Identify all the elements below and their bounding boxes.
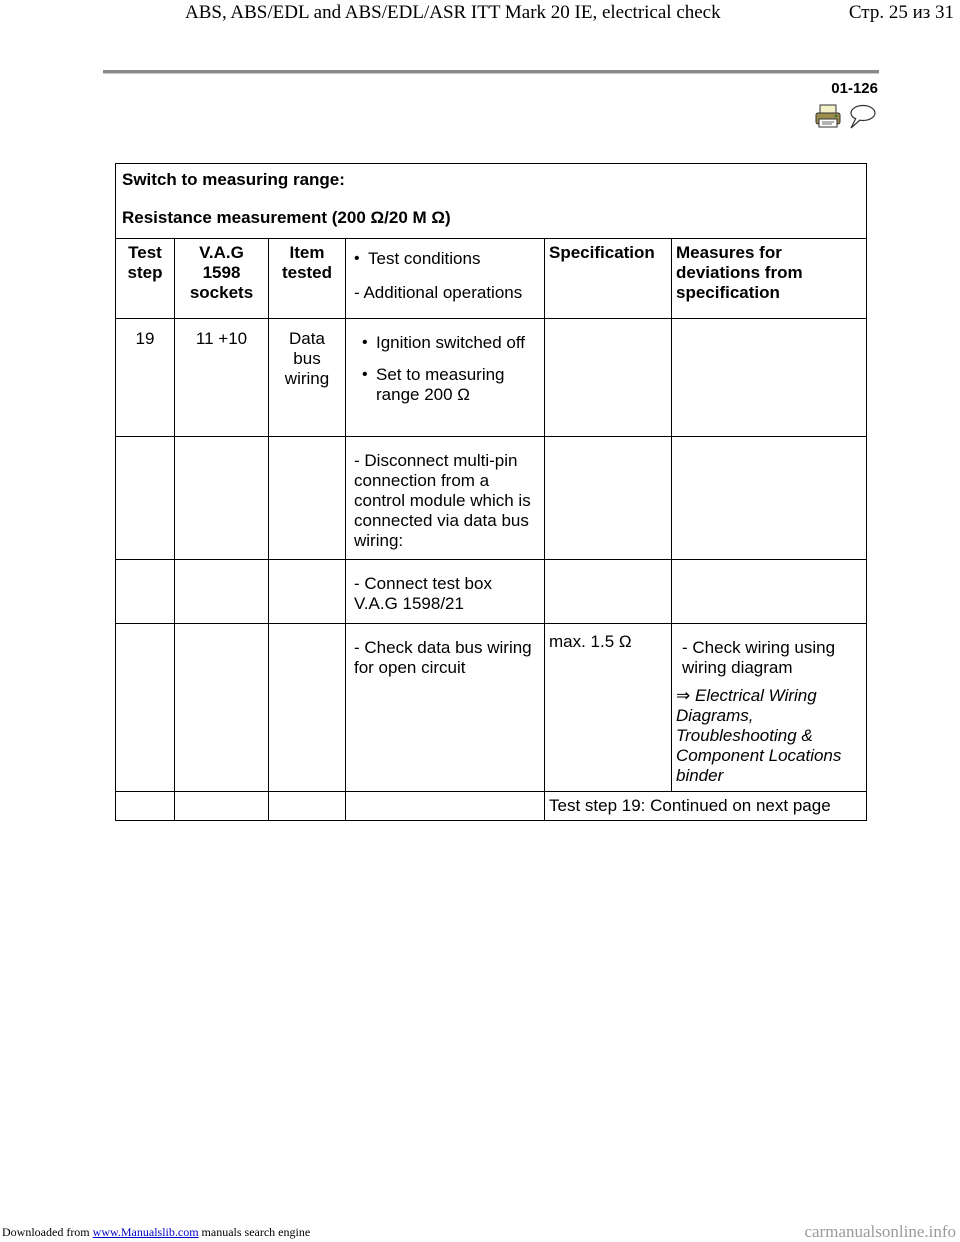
operation-text: - Disconnect multi-pin connection from a control module which is connected via data bus wiring: bbox=[346, 437, 545, 560]
additional-operations-label: - Additional operations bbox=[354, 283, 523, 302]
watermark: carmanualsonline.info bbox=[804, 1222, 956, 1241]
measuring-range-label: Switch to measuring range: bbox=[122, 170, 345, 189]
socket-numbers: 11 +10 bbox=[175, 319, 269, 437]
measure-cell bbox=[672, 624, 867, 792]
table-row bbox=[116, 560, 867, 624]
table-row bbox=[116, 792, 867, 821]
list-item: • Ignition switched off bbox=[362, 333, 525, 352]
operation-text: - Check data bus wiring for open circuit bbox=[346, 624, 545, 792]
col-specification: Specification bbox=[545, 239, 672, 319]
browser-title-bar bbox=[0, 0, 960, 24]
operation-text: - Connect test box V.A.G 1598/21 bbox=[346, 560, 545, 624]
item-tested-value: Data bus wiring bbox=[269, 319, 346, 437]
printer-icon[interactable] bbox=[815, 104, 841, 133]
bullet-icon: • bbox=[362, 334, 368, 351]
col-measures: Measures for deviations from specification bbox=[672, 239, 867, 319]
step-number: 19 bbox=[116, 319, 175, 437]
measure-text: - Check wiring using wiring diagram bbox=[682, 638, 836, 677]
document-title: ABS, ABS/EDL and ABS/EDL/ASR ITT Mark 20 IE, electrical check bbox=[185, 2, 721, 23]
speech-bubble-icon[interactable] bbox=[847, 104, 877, 135]
manualslib-link[interactable]: www.Manualslib.com bbox=[92, 1225, 199, 1239]
bullet-icon: • bbox=[362, 366, 368, 383]
col-item-tested: Item tested bbox=[269, 239, 346, 319]
reference-link[interactable]: Electrical Wiring Diagrams, Troubleshooting & Component Locations binder bbox=[676, 686, 842, 785]
continued-note: Test step 19: Continued on next page bbox=[545, 792, 867, 821]
bullet-icon: • bbox=[354, 250, 360, 267]
col-conditions bbox=[346, 239, 545, 319]
table-row bbox=[116, 437, 867, 560]
table-row bbox=[116, 319, 867, 437]
test-condition-list bbox=[346, 319, 545, 437]
col-test-step: Test step bbox=[116, 239, 175, 319]
toolbar-icons bbox=[815, 104, 879, 128]
test-conditions-bullet: • Test conditions bbox=[354, 249, 481, 268]
column-header-row bbox=[116, 239, 867, 319]
page-indicator: Стр. 25 из 31 bbox=[848, 2, 954, 23]
measurement-table bbox=[115, 163, 867, 821]
list-item: • Set to measuring range 200 Ω bbox=[362, 365, 505, 404]
page-footer bbox=[0, 1222, 960, 1242]
table-title-row bbox=[116, 164, 867, 239]
wiring-diagram-reference[interactable] bbox=[676, 686, 862, 786]
specification-value: max. 1.5 Ω bbox=[545, 624, 672, 792]
resistance-range-label: Resistance measurement (200 Ω/20 M Ω) bbox=[122, 208, 451, 227]
table-row bbox=[116, 624, 867, 792]
header-rule bbox=[103, 70, 879, 74]
arrow-right-icon: ⇒ bbox=[676, 686, 691, 705]
download-note: Downloaded from www.Manualslib.com manuals search engine bbox=[2, 1225, 311, 1239]
col-sockets: V.A.G 1598 sockets bbox=[175, 239, 269, 319]
document-number: 01-126 bbox=[831, 80, 878, 97]
